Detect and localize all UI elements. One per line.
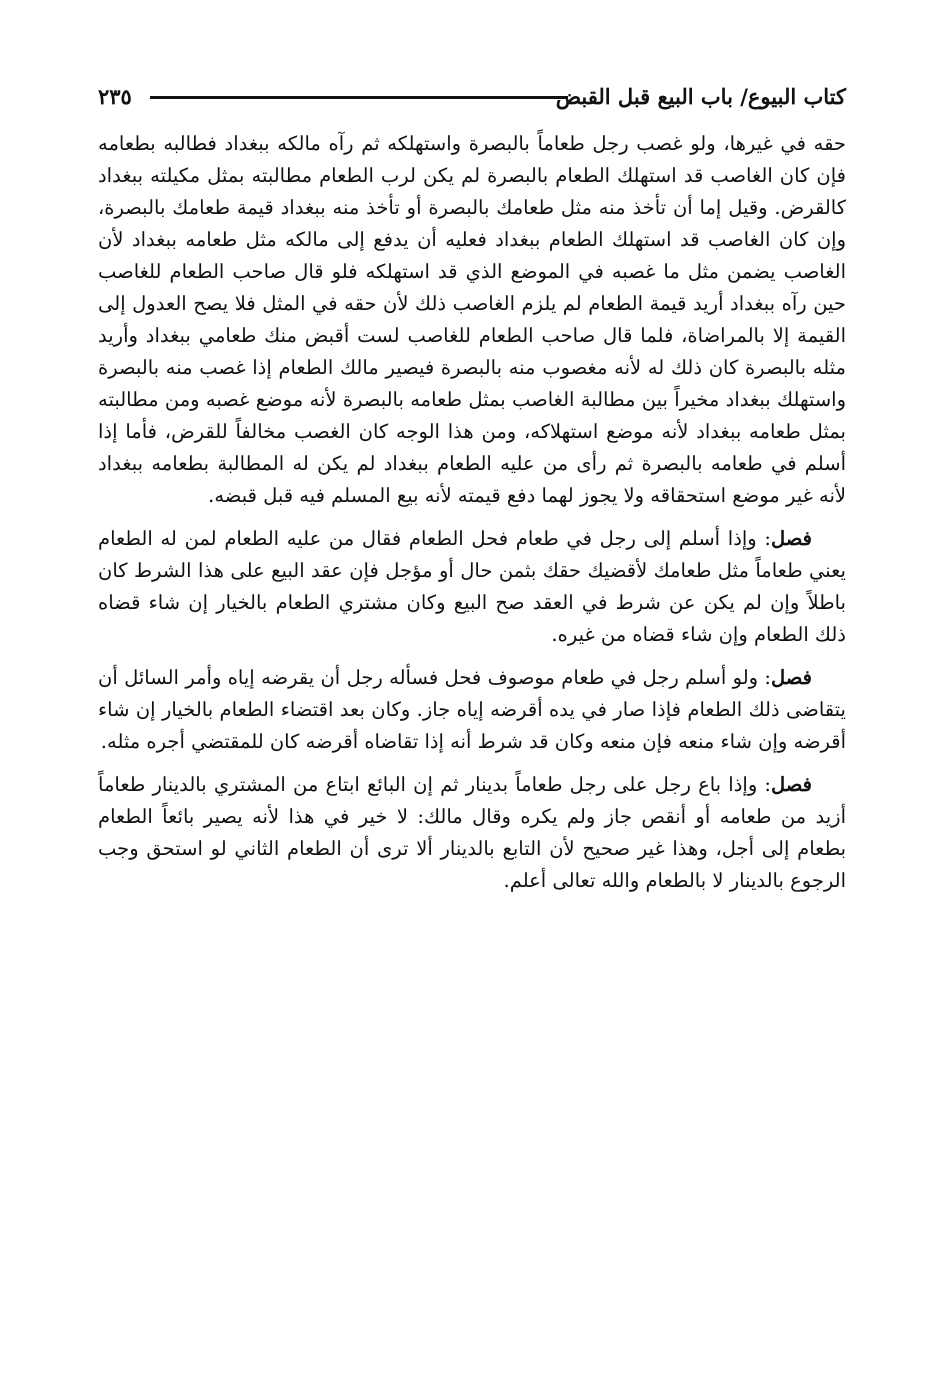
paragraph: [98, 769, 846, 897]
paragraph: [98, 662, 846, 758]
paragraph: [98, 523, 846, 651]
page-number: ٢٣٥: [98, 84, 132, 109]
paragraph-text: : وإذا باع رجل على رجل طعاماً بدينار ثم إن البائع ابتاع من المشتري بالدينار طعاماً أزيد من طعامه أو أنقص جاز ولم يكره وقال مالك: لا خير في هذا لأنه يصير بائعاً الطعام بطعام إلى أجل، وهذا غير صحيح لأن التابع بالدينار ألا ترى أن الطعام الثاني لو استحق وجب الرجوع بالدينار لا بالطعام والله تعالى أعلم.: [98, 773, 846, 892]
paragraph-text: : وإذا أسلم إلى رجل في طعام فحل الطعام فقال من عليه الطعام لمن له الطعام يعني طعاماً مثل طعامك لأقضيك حقك بثمن حال أو مؤجل فإن عقد البيع على هذا الشرط كان باطلاً وإن لم يكن عن شرط في العقد صح البيع وكان مشتري الطعام بالخيار إن شاء قضاه ذلك الطعام وإن شاء قضاه من غيره.: [98, 527, 846, 646]
section-term: فصل: [771, 773, 812, 796]
running-title: كتاب البيوع/ باب البيع قبل القبض: [555, 84, 846, 109]
paragraph: [98, 128, 846, 512]
paragraph-text: : ولو أسلم رجل في طعام موصوف فحل فسأله رجل أن يقرضه إياه وأمر السائل أن يتقاضى ذلك الطعام فإذا صار في يده أقرضه إياه جاز. وكان بعد اقتضاء الطعام بالخيار إن شاء أقرضه وإن شاء منعه فإن منعه وكان قد شرط أنه إذا تقاضاه أقرضه كان للمقتضي أجره مثله.: [98, 666, 846, 753]
header-rule: [150, 96, 568, 99]
section-term: فصل: [771, 527, 812, 550]
paragraph-text: حقه في غيرها، ولو غصب رجل طعاماً بالبصرة واستهلكه ثم رآه مالكه ببغداد فطالبه بطعامه فإن كان الغاصب قد استهلك الطعام بالبصرة لم يكن لرب الطعام مطالبته بمثل مكيلته ببغداد كالقرض. وقيل إما أن تأخذ منه مثل طعامك بالبصرة أو تأخذ منه ببغداد قيمة طعامك بالبصرة، وإن كان الغاصب قد استهلك الطعام ببغداد فعليه أن يدفع إلى مالكه مثل طعامه ببغداد لأن الغاصب يضمن مثل ما غصبه في الموضع الذي قد استهلكه فلو قال صاحب الطعام للغاصب حين رآه ببغداد أريد قيمة الطعام لم يلزم الغاصب ذلك لأن حقه في المثل فلا يصح العدول إلى القيمة إلا بالمراضاة، فلما قال صاحب الطعام للغاصب لست أقبض منك طعامي ببغداد وأريد مثله بالبصرة كان ذلك له لأنه مغصوب منه بالبصرة فيصير مالك الطعام إذا غصب منه بالبصرة واستهلك ببغداد مخيراً بين مطالبة الغاصب بمثل طعامه بالبصرة لأنه موضع غصبه ومن مطالبته بمثل طعامه ببغداد لأنه موضع استهلاكه، ومن هذا الوجه كان الغصب مخالفاً للقرض، فأما إذا أسلم في طعامه بالبصرة ثم رأى من عليه الطعام ببغداد لم يكن له المطالبة بطعامه ببغداد لأنه غير موضع استحقاقه ولا يجوز لهما دفع قيمته لأنه بيع المسلم فيه قبل قبضه.: [98, 132, 846, 507]
page-header: [98, 80, 846, 120]
body-text: [98, 128, 846, 908]
section-term: فصل: [771, 666, 812, 689]
